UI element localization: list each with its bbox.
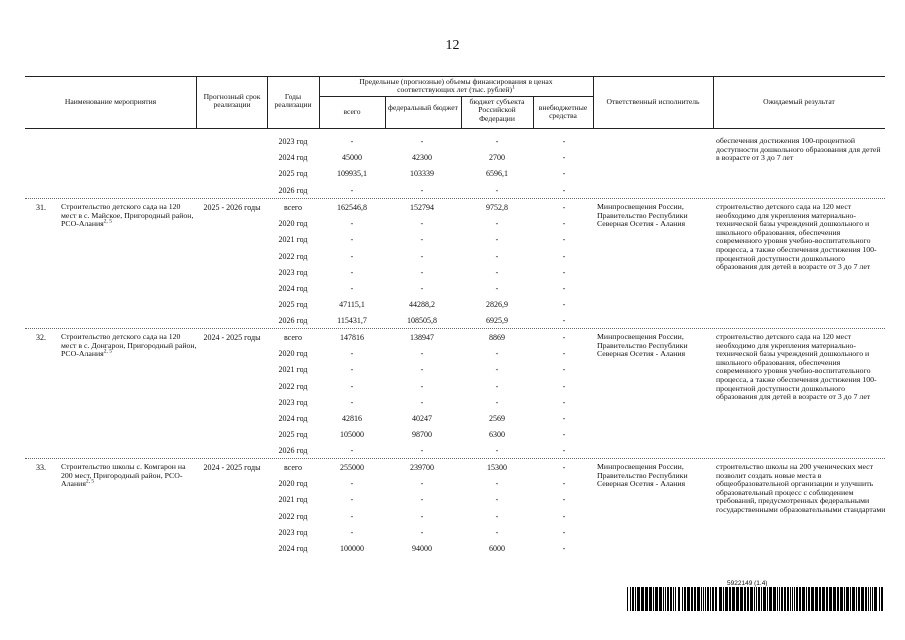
barcode-bar (630, 587, 631, 611)
extra-cell: - (562, 544, 566, 553)
barcode-bar (697, 587, 700, 611)
item-name-footnote: 2, 5 (103, 218, 113, 225)
federal-cell: - (420, 446, 424, 456)
year-cell: всего (283, 333, 302, 342)
barcode-bar (707, 587, 709, 611)
barcode-bar (744, 587, 746, 611)
barcode-number: 5922149 (1.4) (727, 580, 768, 587)
barcode-bar (829, 587, 832, 611)
item-term: 2025 - 2026 годы (203, 203, 261, 212)
barcode-bar (627, 587, 628, 611)
federal-cell: - (420, 365, 424, 375)
barcode-bar (868, 587, 869, 611)
barcode-bar (703, 587, 704, 611)
barcode-bar (858, 587, 860, 611)
barcode-bar (670, 587, 672, 611)
year-cell: 2021 год (278, 495, 308, 505)
year-cell: 2023 год (278, 397, 308, 407)
total-cell: - (350, 365, 354, 375)
barcode-bar (777, 587, 778, 611)
barcode-bar (837, 587, 839, 611)
subject-cell: - (495, 381, 499, 391)
subject-cell: 2700 (489, 153, 505, 163)
barcode-bar (773, 587, 776, 611)
subject-cell: 6300 (489, 430, 505, 440)
item-result: строительство детского сада на 120 мест необходимо для укрепления материально-технической базы учреждений дошкольного и школьного образования, обеспечения современного уровня учебно-воспитательного процесса, а также обеспечения достижения 100-процентной доступности дошкольного образования для детей в возрасте от 3 до 7 лет (716, 332, 877, 402)
federal-cell: - (420, 185, 424, 195)
barcode-bar (802, 587, 805, 611)
barcode-bar (665, 587, 666, 611)
year-cell: 2022 год (278, 381, 308, 391)
federal-cell: 138947 (410, 333, 434, 342)
federal-cell: - (420, 219, 424, 229)
year-cell: всего (283, 203, 302, 212)
total-cell: - (350, 284, 354, 293)
subject-cell: - (495, 137, 499, 146)
header-term: Прогнозный срок реализации (203, 92, 261, 110)
barcode-bar (850, 587, 851, 611)
item-result: строительство детского сада на 120 мест необходимо для укрепления материально-технической базы учреждений дошкольного и школьного образования, обеспечения современного уровня учебно-воспитательного процесса, а также обеспечения достижения 100-процентной доступности дошкольного образования для детей в возрасте от 3 до 7 лет (716, 202, 877, 272)
year-cell: 2022 год (278, 511, 308, 521)
barcode-bar (725, 587, 728, 611)
header-responsible: Ответственный исполнитель (606, 97, 700, 106)
barcode-bar (865, 587, 867, 611)
extra-cell: - (562, 495, 566, 505)
barcode-bar (779, 587, 780, 611)
federal-cell: 44288,2 (409, 300, 435, 310)
total-cell: 47115,1 (339, 300, 365, 310)
continued-result: обеспечения достижения 100-процентной доступности дошкольного образования для детей в возрасте от 3 до 7 лет (716, 136, 881, 163)
year-cell: 2026 год (278, 185, 308, 195)
barcode-bar (750, 587, 753, 611)
item-responsible: Минпросвещения России, Правительство Республики Северная Осетия - Алания (597, 202, 688, 229)
barcode-bar (641, 587, 644, 611)
subject-cell: - (495, 349, 499, 359)
item-name (61, 203, 197, 229)
extra-cell: - (562, 479, 566, 489)
barcode-bar (769, 587, 772, 611)
subject-cell: - (495, 365, 499, 375)
barcode-bar (687, 587, 690, 611)
subject-cell: 9752,8 (486, 203, 508, 212)
barcode-bar (811, 587, 814, 611)
row-separator (25, 328, 885, 329)
year-cell: 2020 год (278, 479, 308, 489)
extra-cell: - (562, 219, 566, 229)
barcode-bar (754, 587, 755, 611)
year-cell: 2024 год (278, 544, 308, 553)
header-years: Годы реализации (274, 92, 312, 110)
federal-cell: - (420, 495, 424, 505)
subject-cell: - (495, 284, 499, 293)
barcode-bar (684, 587, 686, 611)
item-name-text: Строительство детского сада на 120 мест в с. Донгарон, Пригородный район, РСО-Алания (61, 332, 197, 359)
barcode-bar (653, 587, 654, 611)
barcode-bar (663, 587, 664, 611)
total-cell: 162546,8 (337, 203, 367, 212)
total-cell: 45000 (342, 153, 362, 163)
barcode-bar (645, 587, 648, 611)
barcode-bar (881, 587, 883, 611)
page-number: 12 (445, 38, 460, 53)
barcode-bar (682, 587, 683, 611)
item-name (61, 333, 197, 359)
federal-cell: - (420, 284, 424, 293)
total-cell: - (350, 397, 354, 407)
federal-cell: - (420, 381, 424, 391)
extra-cell: - (562, 463, 566, 472)
barcode-bar (715, 587, 717, 611)
barcode-bar (787, 587, 789, 611)
barcode-bar (729, 587, 731, 611)
extra-cell: - (562, 137, 566, 146)
extra-cell: - (562, 381, 566, 391)
subject-cell: - (495, 495, 499, 505)
year-cell: 2020 год (278, 219, 308, 229)
year-cell: 2026 год (278, 446, 308, 456)
total-cell: 100000 (340, 544, 364, 553)
barcode-bar (792, 587, 793, 611)
total-cell: - (350, 219, 354, 229)
header-name: Наименование мероприятия (64, 97, 157, 106)
subject-cell: - (495, 219, 499, 229)
year-cell: 2024 год (278, 414, 308, 423)
total-cell: - (350, 479, 354, 489)
item-number: 33. (36, 463, 46, 472)
barcode-bar (856, 587, 857, 611)
federal-cell: 103339 (410, 169, 434, 179)
item-number: 31. (36, 203, 46, 212)
barcode-bar (655, 587, 658, 611)
barcode-bar (796, 587, 798, 611)
federal-cell: 42300 (412, 153, 432, 163)
barcode-bar (694, 587, 696, 611)
barcode-bar (678, 587, 680, 611)
col-divider (461, 96, 462, 128)
total-cell: - (350, 527, 354, 537)
item-result: строительство школы на 200 ученических мест позволит создать новые места в общеобразовательной организации и улучшить образовательный процесс с соблюдением требований, предусмотренных федеральными государственными образовательными стандартами (716, 462, 886, 514)
barcode-bar (799, 587, 801, 611)
barcode-bar (840, 587, 843, 611)
federal-cell: - (420, 349, 424, 359)
barcode-bar (667, 587, 669, 611)
col-divider (196, 76, 197, 128)
total-cell: - (350, 446, 354, 456)
extra-cell: - (562, 251, 566, 261)
federal-cell: - (420, 267, 424, 277)
subject-cell: - (495, 251, 499, 261)
barcode-bar (747, 587, 749, 611)
year-cell: 2023 год (278, 137, 308, 146)
header-total: всего (343, 107, 361, 116)
extra-cell: - (562, 316, 566, 326)
barcode-bar (740, 587, 743, 611)
barcode-bar (808, 587, 810, 611)
total-cell: 105000 (340, 430, 364, 440)
year-cell: 2026 год (278, 316, 308, 326)
barcode-bar (659, 587, 662, 611)
federal-cell: - (420, 479, 424, 489)
federal-cell: 98700 (412, 430, 432, 440)
extra-cell: - (562, 446, 566, 456)
federal-cell: - (420, 137, 424, 146)
barcode-bar (758, 587, 760, 611)
barcode-bar (833, 587, 836, 611)
header-subject: бюджет субъекта Российской Федерации (469, 97, 525, 123)
header-financing-text: Предельные (прогнозные) объемы финансирования в ценах соответствующих лет (тыс. рублей) (359, 77, 553, 95)
subject-cell: - (495, 446, 499, 456)
item-number: 32. (36, 333, 46, 342)
barcode-bar (673, 587, 674, 611)
barcode-bar (691, 587, 693, 611)
barcode-bar (719, 587, 722, 611)
federal-cell: - (420, 511, 424, 521)
total-cell: - (350, 235, 354, 245)
year-cell: 2021 год (278, 365, 308, 375)
extra-cell: - (562, 169, 566, 179)
header-financing (345, 78, 567, 95)
extra-cell: - (562, 333, 566, 342)
barcode-bar (879, 587, 880, 611)
barcode-bar (761, 587, 762, 611)
subject-cell: 15300 (487, 463, 507, 472)
barcode-bar (846, 587, 849, 611)
year-cell: 2025 год (278, 430, 308, 440)
header-financing-footnote: 1 (512, 84, 515, 91)
extra-cell: - (562, 235, 566, 245)
year-cell: 2025 год (278, 169, 308, 179)
barcode-bar (736, 587, 739, 611)
barcode-bar (635, 587, 636, 611)
item-term: 2024 - 2025 годы (203, 333, 261, 342)
extra-cell: - (562, 414, 566, 423)
year-cell: 2022 год (278, 251, 308, 261)
item-name-footnote: 2, 5 (103, 348, 113, 355)
extra-cell: - (562, 430, 566, 440)
federal-cell: - (420, 251, 424, 261)
barcode-bar (712, 587, 714, 611)
financing-subheader-rule (319, 96, 593, 97)
subject-cell: - (495, 185, 499, 195)
barcode-bar (872, 587, 873, 611)
subject-cell: 2569 (489, 414, 505, 423)
extra-cell: - (562, 203, 566, 212)
subject-cell: - (495, 527, 499, 537)
total-cell: - (350, 267, 354, 277)
total-cell: 147816 (340, 333, 364, 342)
subject-cell: 6000 (489, 544, 505, 553)
federal-cell: 40247 (412, 414, 432, 423)
federal-cell: 152794 (410, 203, 434, 212)
extra-cell: - (562, 397, 566, 407)
extra-cell: - (562, 267, 566, 277)
barcode-bar (710, 587, 711, 611)
extra-cell: - (562, 300, 566, 310)
subject-cell: 6925,9 (486, 316, 508, 326)
barcode-bar (723, 587, 724, 611)
year-cell: 2025 год (278, 300, 308, 310)
item-term: 2024 - 2025 годы (203, 463, 261, 472)
barcode-bar (844, 587, 845, 611)
barcode-bar (756, 587, 757, 611)
year-cell: всего (283, 463, 302, 472)
total-cell: - (350, 185, 354, 195)
extra-cell: - (562, 185, 566, 195)
row-separator (25, 198, 885, 199)
total-cell: - (350, 251, 354, 261)
total-cell: 42816 (342, 414, 362, 423)
barcode-bar (874, 587, 877, 611)
barcode-bar (826, 587, 828, 611)
total-cell: - (350, 137, 354, 146)
header-federal: федеральный бюджет (388, 103, 458, 112)
barcode-bar (870, 587, 871, 611)
row-separator (25, 458, 885, 459)
barcode-bar (819, 587, 821, 611)
subject-cell: 8869 (489, 333, 505, 342)
federal-cell: - (420, 527, 424, 537)
federal-cell: 94000 (412, 544, 432, 553)
header-extra: внебюджетные средства (538, 103, 588, 121)
federal-cell: - (420, 235, 424, 245)
federal-cell: 239700 (410, 463, 434, 472)
barcode-bar (790, 587, 791, 611)
extra-cell: - (562, 511, 566, 521)
barcode-bar (637, 587, 640, 611)
federal-cell: 108505,8 (407, 316, 437, 326)
year-cell: 2021 год (278, 235, 308, 245)
total-cell: - (350, 495, 354, 505)
barcode-bar (852, 587, 855, 611)
subject-cell: 2826,9 (486, 300, 508, 310)
extra-cell: - (562, 284, 566, 293)
barcode-bar (732, 587, 735, 611)
barcode-bar (705, 587, 706, 611)
extra-cell: - (562, 527, 566, 537)
barcode-bar (784, 587, 786, 611)
total-cell: 115431,7 (337, 316, 367, 326)
total-cell: 109935,1 (337, 169, 367, 179)
barcode-bar (767, 587, 768, 611)
item-name-footnote: 2, 5 (85, 478, 95, 485)
extra-cell: - (562, 349, 566, 359)
barcode-bar (632, 587, 634, 611)
barcode-bar (649, 587, 652, 611)
year-cell: 2020 год (278, 349, 308, 359)
subject-cell: - (495, 267, 499, 277)
barcode-bar (763, 587, 766, 611)
subject-cell: - (495, 479, 499, 489)
item-name-text: Строительство школы с. Комгарон на 200 мест, Пригородный район, РСО-Алания (61, 462, 186, 489)
subject-cell: - (495, 235, 499, 245)
year-cell: 2024 год (278, 153, 308, 163)
barcode-bar (815, 587, 818, 611)
item-responsible: Минпросвещения России, Правительство Республики Северная Осетия - Алания (597, 332, 688, 359)
year-cell: 2023 год (278, 527, 308, 537)
subject-cell: - (495, 397, 499, 407)
item-name-text: Строительство детского сада на 120 мест в с. Майское, Пригородный район, РСО-Алания (61, 202, 194, 229)
barcode-bar (822, 587, 825, 611)
year-cell: 2024 год (278, 284, 308, 293)
subject-cell: - (495, 511, 499, 521)
barcode-image (627, 587, 885, 611)
table-header-rule (25, 128, 885, 129)
barcode-bar (675, 587, 676, 611)
item-name (61, 463, 197, 489)
extra-cell: - (562, 153, 566, 163)
barcode-bar (794, 587, 795, 611)
federal-cell: - (420, 397, 424, 407)
item-responsible: Минпросвещения России, Правительство Республики Северная Осетия - Алания (597, 462, 688, 489)
year-cell: 2023 год (278, 267, 308, 277)
total-cell: - (350, 381, 354, 391)
total-cell: - (350, 511, 354, 521)
barcode-bar (861, 587, 864, 611)
total-cell: - (350, 349, 354, 359)
subject-cell: 6596,1 (486, 169, 508, 179)
extra-cell: - (562, 365, 566, 375)
barcode-bar (781, 587, 783, 611)
barcode-bar (806, 587, 807, 611)
header-result: Ожидаемый результат (763, 97, 835, 106)
barcode-bar (701, 587, 702, 611)
total-cell: 255000 (340, 463, 364, 472)
col-divider (319, 76, 320, 128)
